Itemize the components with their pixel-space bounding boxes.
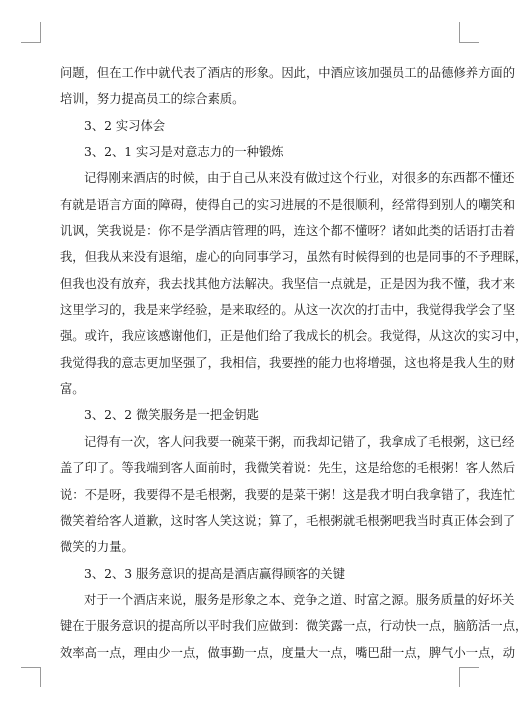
crop-mark-bottom-left-h [21,667,41,668]
text-line: 强。或许，我应该感谢他们，正是他们给了我成长的机会。我觉得，从这次的实习中， [60,329,527,344]
text-line: 我觉得我的意志更加坚强了，我相信，我要挫的能力也将增强，这也将是我人生的财 [60,355,515,370]
text-line: 对于一个酒店来说，服务是形象之本、竞争之道、时富之源。服务质量的好坏关 [84,592,515,607]
text-line: 培训，努力提高员工的综合素质。 [60,92,245,107]
text-line: 盖了印了。等我端到客人面前时，我微笑着说：先生，这是给您的毛根粥！客人然后 [60,461,515,476]
crop-mark-top-right-h [459,42,479,43]
text-line: 但我也没有放弃，我去找其他方法解决。我坚信一点就是，正是因为我不懂，我才来 [60,276,515,291]
text-line: 3、2、1 实习是对意志力的一种锻炼 [84,145,284,160]
text-line: 富。 [60,382,85,397]
text-line: 微笑的力量。 [60,540,134,555]
text-line: 有就是语言方面的障碍，使得自己的实习进展的不是很顺利，经常得到别人的嘲笑和 [60,197,515,212]
text-line: 这里学习的，我是来学经验，是来取经的。从这一次次的打击中，我觉得我学会了坚 [60,303,515,318]
text-line: 键在于服务意识的提高所以平时我们应做到：微笑露一点，行动快一点，脑筋活一点， [60,619,527,634]
text-line: 3、2 实习体会 [84,118,166,133]
text-line: 说：不是呀，我要得不是毛根粥，我要的是菜干粥！这是我才明白我拿错了，我连忙 [60,487,515,502]
crop-mark-top-left-h [21,42,41,43]
text-line: 记得有一次，客人问我要一碗菜干粥，而我却记错了，我拿成了毛根粥，这已经 [84,434,515,449]
document-body [60,60,527,666]
text-line: 问题，但在工作中就代表了酒店的形象。因此，中酒应该加强员工的品德修养方面的 [60,66,515,80]
text-line: 我，但我从来没有退缩，虚心的向同事学习，虽然有时候得到的也是同事的不予理睬， [60,250,527,265]
crop-mark-bottom-right-v [459,667,460,687]
text-line: 3、2、3 服务意识的提高是酒店赢得顾客的关键 [84,566,346,581]
text-line: 效率高一点，理由少一点，做事勤一点，度量大一点，嘴巴甜一点，脾气小一点，动 [60,645,515,660]
crop-mark-top-left-v [40,22,41,42]
text-line: 3、2、2 微笑服务是一把金钥匙 [84,408,259,423]
text-line: 记得刚来酒店的时候，由于自己从来没有做过这个行业，对很多的东西都不懂还 [84,171,515,186]
text-line: 讥讽，笑我说是：你不是学酒店管理的吗，连这个都不懂呀？诸如此类的话语打击着 [60,224,515,239]
crop-mark-top-right-v [459,22,460,42]
crop-mark-bottom-left-v [40,667,41,687]
text-line: 微笑着给客人道歉，这时客人笑这说；算了，毛根粥就毛根粥吧我当时真正体会到了 [60,513,515,528]
crop-mark-bottom-right-h [459,667,479,668]
